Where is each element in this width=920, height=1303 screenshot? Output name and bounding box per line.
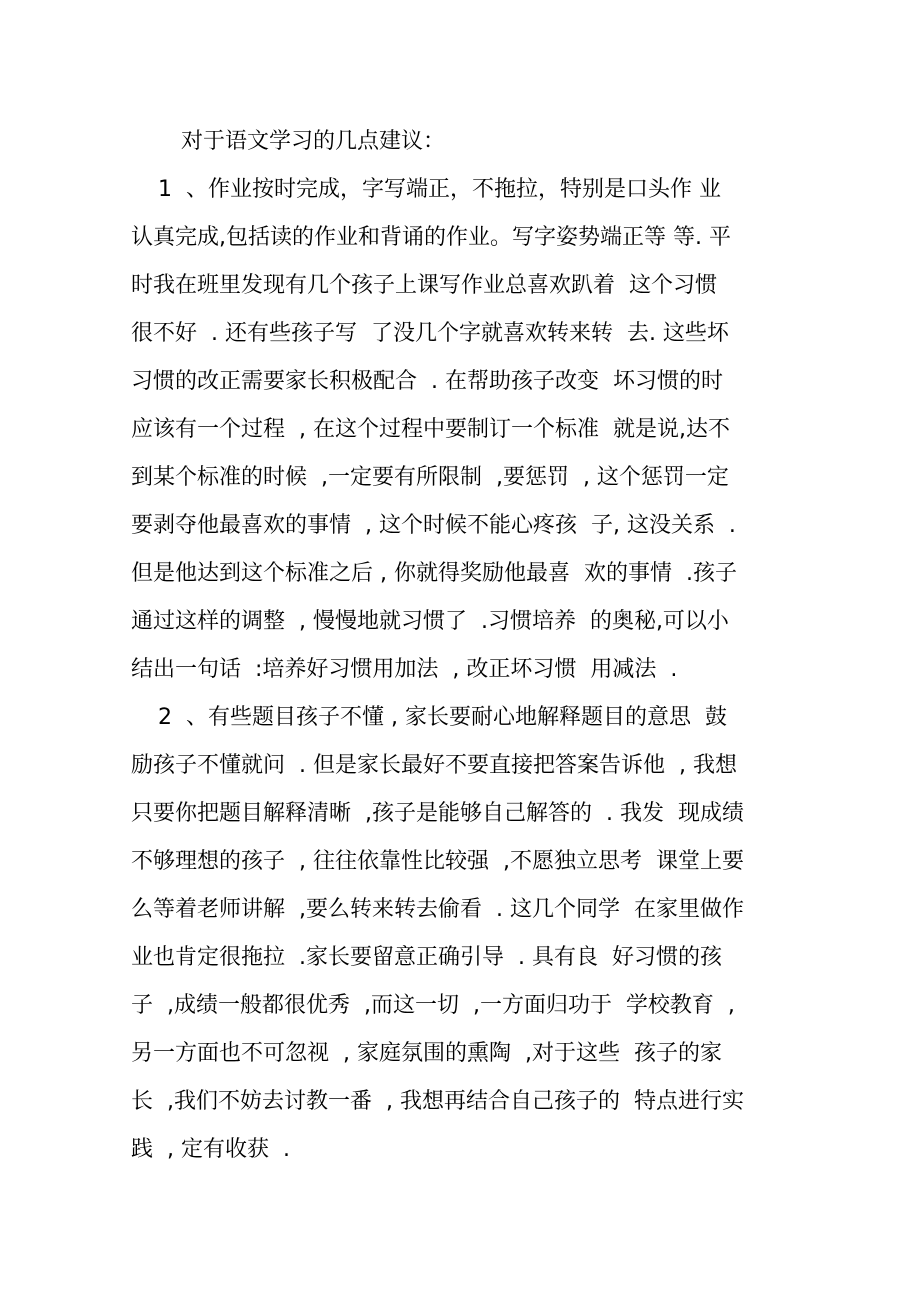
paragraph-line: 另一方面也不可忽视 , 家庭氛围的熏陶 ,对于这些 孩子的家: [131, 1041, 722, 1066]
paragraph-line: 子 ,成绩一般都很优秀 ,而这一切 ,一方面归功于 学校教育 ,: [131, 993, 735, 1018]
paragraph-line: 不够理想的孩子 , 往往依靠性比较强 ,不愿独立思考 课堂上要: [131, 849, 744, 874]
paragraph-line: 结出一句话 :培养好习惯用加法 , 改正坏习惯 用减法 .: [131, 657, 678, 682]
paragraph-line: 时我在班里发现有几个孩子上课写作业总喜欢趴着 这个习惯: [131, 273, 717, 298]
paragraph-line: 么等着老师讲解 ,要么转来转去偷看 . 这几个同学 在家里做作: [131, 897, 744, 922]
paragraph-line: 励孩子不懂就问 . 但是家长最好不要直接把答案告诉他 , 我想: [131, 753, 737, 778]
paragraph-line: 习惯的改正需要家长积极配合 . 在帮助孩子改变 坏习惯的时: [131, 369, 723, 394]
paragraph-line: 践 , 定有收获 .: [131, 1137, 290, 1162]
document-title: 对于语文学习的几点建议：: [181, 129, 446, 154]
paragraph-line: 长 ,我们不妨去讨教一番 , 我想再结合自己孩子的 特点进行实: [131, 1089, 744, 1114]
paragraph-line: 认真完成,包括读的作业和背诵的作业。写字姿势端正等 等. 平: [131, 225, 731, 250]
paragraph-line: 很不好 . 还有些孩子写 了没几个字就喜欢转来转 去. 这些坏: [131, 321, 729, 346]
paragraph-line: 通过这样的调整 , 慢慢地就习惯了 .习惯培养 的奥秘,可以小: [131, 609, 729, 634]
paragraph-line: 只要你把题目解释清晰 ,孩子是能够自己解答的 . 我发 现成绩: [131, 801, 744, 826]
paragraph-line: 业也肯定很拖拉 .家长要留意正确引导 . 具有良 好习惯的孩: [131, 945, 722, 970]
paragraph-line: 但是他达到这个标准之后 , 你就得奖励他最喜 欢的事情 .孩子: [131, 561, 737, 586]
paragraph-line: 到某个标准的时候 ,一定要有所限制 ,要惩罚 , 这个惩罚一定: [131, 465, 729, 490]
paragraph-line: 应该有一个过程 , 在这个过程中要制订一个标准 就是说,达不: [131, 417, 730, 442]
paragraph-line: 要剥夺他最喜欢的事情 , 这个时候不能心疼孩 子, 这没关系 .: [131, 513, 736, 538]
paragraph-line: 2 、有些题目孩子不懂 , 家长要耐心地解释题目的意思 鼓: [158, 705, 727, 730]
paragraph-line: 1 、作业按时完成，字写端正，不拖拉，特别是口头作 业: [158, 177, 721, 202]
